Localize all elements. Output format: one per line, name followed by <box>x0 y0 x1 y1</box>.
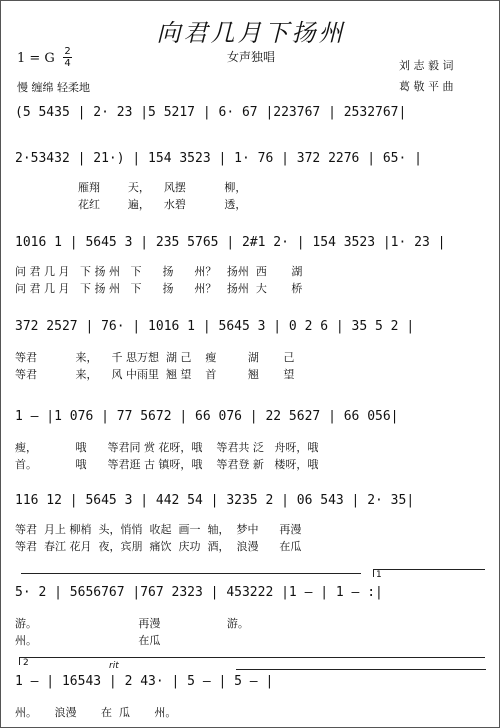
volta-2-bracket <box>19 657 485 658</box>
key-signature: 1 = G <box>17 51 55 66</box>
lyric-line-6b: 等君 春江 花月 夜，宾朋 痛饮 庆功 酒， 浪漫 在瓜 <box>15 540 302 553</box>
lyric-line-8a: 州。 浪漫 在 瓜 州。 <box>15 706 177 719</box>
lyric-line-4a: 等君 来， 千 思万想 湖 己 瘦 湖 己 <box>15 351 295 364</box>
music-line-4: 372 2527 | 76· | 1016 1 | 5645 3 | 0 2 6 | 35 5 2 | <box>15 319 415 334</box>
lyric-line-3b: 问 君 几 月 下 扬 州 下 扬 州？ 扬州 大 桥 <box>15 282 303 295</box>
lyric-line-7b: 州。 在瓜 <box>15 634 161 647</box>
music-line-8: 1 — | 16543 | 2 43· | 5 — | 5 — | <box>15 674 274 689</box>
music-line-5: 1 — |1 076 | 77 5672 | 66 076 | 22 5627 | 66 056| <box>15 409 399 424</box>
meter-top: 2 <box>64 46 71 57</box>
lyric-line-7a: 游。 再漫 游。 <box>15 617 249 630</box>
lyric-line-3a: 问 君 几 月 下 扬 州 下 扬 州？ 扬州 西 湖 <box>15 265 303 278</box>
music-line-2: 2·53432 | 21·) | 154 3523 | 1· 76 | 372 2276 | 65· | <box>15 151 422 166</box>
slur-line-8 <box>236 669 486 670</box>
tempo-marking: 慢 缠绵 轻柔地 <box>17 81 90 94</box>
song-title: 向君几月下扬州 <box>156 19 346 47</box>
lyric-line-2a: 雁翔 天， 风摆 柳， <box>15 181 247 194</box>
lyric-line-5b: 首。 哦 等君逛 古 镇呀，哦 等君登 新 楼呀，哦 <box>15 458 319 471</box>
composer-credit: 葛 敬 平 曲 <box>399 80 454 93</box>
music-line-7: 5· 2 | 5656767 |767 2323 | 453222 |1 — | 1 — :| <box>15 585 383 600</box>
slur-line-7 <box>21 573 361 574</box>
lyric-line-6a: 等君 月上 柳梢 头，悄悄 收起 画一 轴， 梦中 再漫 <box>15 523 302 536</box>
volta-1-bracket <box>373 569 485 570</box>
lyric-line-2b: 花红 遍， 水碧 透， <box>15 198 247 211</box>
lyric-line-5a: 瘦， 哦 等君同 赏 花呀，哦 等君共 泛 舟呀，哦 <box>15 441 319 454</box>
music-line-1: (5 5435 | 2· 23 |5 5217 | 6· 67 |223767 | 2532767| <box>15 105 407 120</box>
time-signature <box>63 46 72 69</box>
music-line-3: 1016 1 | 5645 3 | 235 5765 | 2#1 2· | 154 3523 |1· 23 | <box>15 235 446 250</box>
volta-2-tick <box>19 657 20 665</box>
song-subtitle: 女声独唱 <box>226 50 275 64</box>
volta-2-label: 2 <box>23 658 29 668</box>
music-line-6: 116 12 | 5645 3 | 442 54 | 3235 2 | 06 543 | 2· 35| <box>15 493 415 508</box>
lyric-line-4b: 等君 来， 风 中雨里 翘 望 首 翘 望 <box>15 368 295 381</box>
volta-1-tick <box>373 569 374 577</box>
rit-marking: rit <box>109 661 119 671</box>
volta-1-label: 1 <box>376 570 382 580</box>
meter-bottom: 4 <box>64 58 71 69</box>
lyricist-credit: 刘 志 毅 词 <box>399 59 454 72</box>
